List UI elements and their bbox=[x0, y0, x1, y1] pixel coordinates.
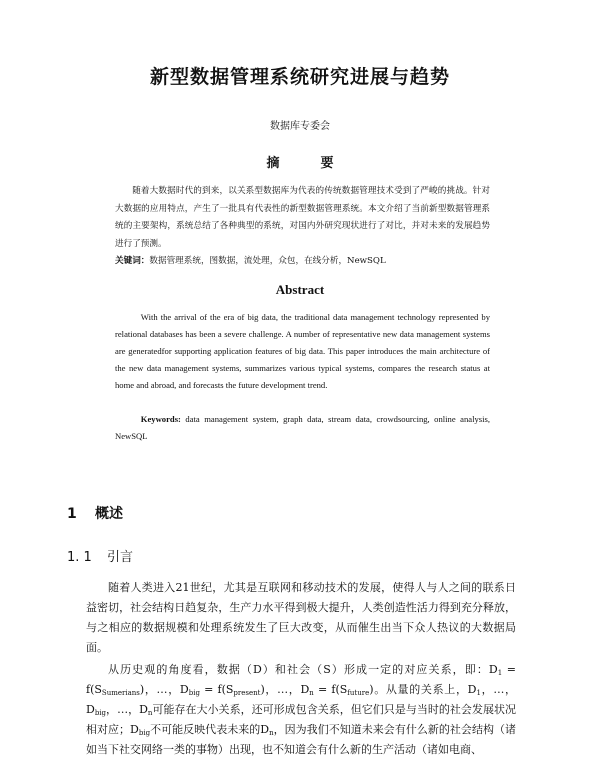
keywords-cn-label: 关键词： bbox=[115, 256, 150, 266]
paper-title: 新型数据管理系统研究进展与趋势 bbox=[149, 66, 450, 88]
p2-text: D bbox=[488, 663, 498, 676]
p2-text: 可能存在大小关系，还可形成包含关系，但它们只是与当时的社会发展状况相对应；D bbox=[86, 703, 516, 736]
abstract-heading-cn: 摘 要 bbox=[266, 156, 348, 171]
section-1-1-number: 1. 1 bbox=[67, 550, 92, 565]
p2-subscript: big bbox=[138, 729, 151, 737]
section-1-number: 1 bbox=[67, 506, 77, 522]
p2-text: = f(S bbox=[199, 683, 234, 696]
keywords-en-label: Keywords: bbox=[140, 414, 181, 424]
keywords-en bbox=[115, 411, 490, 445]
keywords-en-text: data management system, graph data, stream data, crowdsourcing, online analysis, NewSQL bbox=[115, 414, 490, 441]
p2-text: )。从量的关系上，D bbox=[369, 683, 477, 696]
section-heading-1 bbox=[67, 503, 123, 523]
p2-subscript: n bbox=[309, 689, 314, 697]
p2-subscript: n bbox=[269, 729, 274, 737]
keywords-cn-text: 数据管理系统，图数据，流处理，众包，在线分析，NewSQL bbox=[149, 256, 386, 266]
section-heading-1-1 bbox=[67, 546, 133, 565]
abstract-body-cn: 随着大数据时代的到来，以关系型数据库为代表的传统数据管理技术受到了严峻的挑战。针对大数据的应用特点，产生了一批具有代表性的新型数据管理系统。本文介绍了当前新型数据管理系统的主要架构，系统总结了各种典型的系统，对国内外研究现状进行了对比，并对未来的发展趋势进行了预测。 bbox=[115, 186, 490, 249]
p2-subscript: future bbox=[347, 689, 370, 697]
p2-subscript: 1 bbox=[476, 689, 481, 697]
p2-text: ，…，D bbox=[106, 703, 148, 716]
p2-text: = f(S bbox=[313, 683, 348, 696]
author-line: 数据库专委会 bbox=[270, 121, 330, 132]
p2-text: )，…，D bbox=[139, 683, 189, 696]
p2-text: ，因为我们不知道未来会有什么新的社会结构（诸如当下社交网络一类的事物）出现，也不知道会有什么新的生产活动（诸如电商、 bbox=[86, 723, 516, 756]
keywords-cn bbox=[115, 254, 490, 268]
p2-text: = f(S bbox=[86, 663, 516, 696]
abstract-heading-en: Abstract bbox=[275, 282, 325, 297]
p2-subscript: 1 bbox=[497, 669, 503, 677]
p2-subscript: n bbox=[147, 709, 153, 717]
body-paragraph-1: 随着人类进入21世纪，尤其是互联网和移动技术的发展，使得人与人之间的联系日益密切，社会结构日趋复杂，生产力水平得到极大提升，人类创造性活力得到充分释放，与之相应的数据规模和处理系统发生了巨大改变，从而催生出当下众人热议的大数据局面。 bbox=[86, 581, 516, 654]
p2-subscript: Sumerians bbox=[101, 689, 140, 697]
p2-subscript: big bbox=[188, 689, 200, 697]
p2-subscript: big bbox=[94, 709, 107, 717]
section-1-title: 概述 bbox=[95, 506, 123, 522]
p2-text: 从历史观的角度看，数据（D）和社会（S）形成一定的对应关系，即： bbox=[108, 663, 489, 676]
p2-text: )，…，D bbox=[260, 683, 310, 696]
abstract-body-en: With the arrival of the era of big data, the traditional data management technology represented by relational databases has been a severe challenge. A number of representative new data management systems are generatedfor supporting application features of big data. This paper introduces the main architecture of the new data management systems, summarizes various typical systems, compares the research status at home and abroad, and forecasts the future development trend. bbox=[115, 312, 490, 390]
p2-text: ，…，D bbox=[86, 683, 517, 716]
body-paragraph-2 bbox=[86, 660, 516, 760]
section-1-1-title: 引言 bbox=[107, 550, 134, 565]
p2-subscript: present bbox=[233, 689, 261, 697]
p2-text: 不可能反映代表未来的D bbox=[150, 723, 270, 736]
